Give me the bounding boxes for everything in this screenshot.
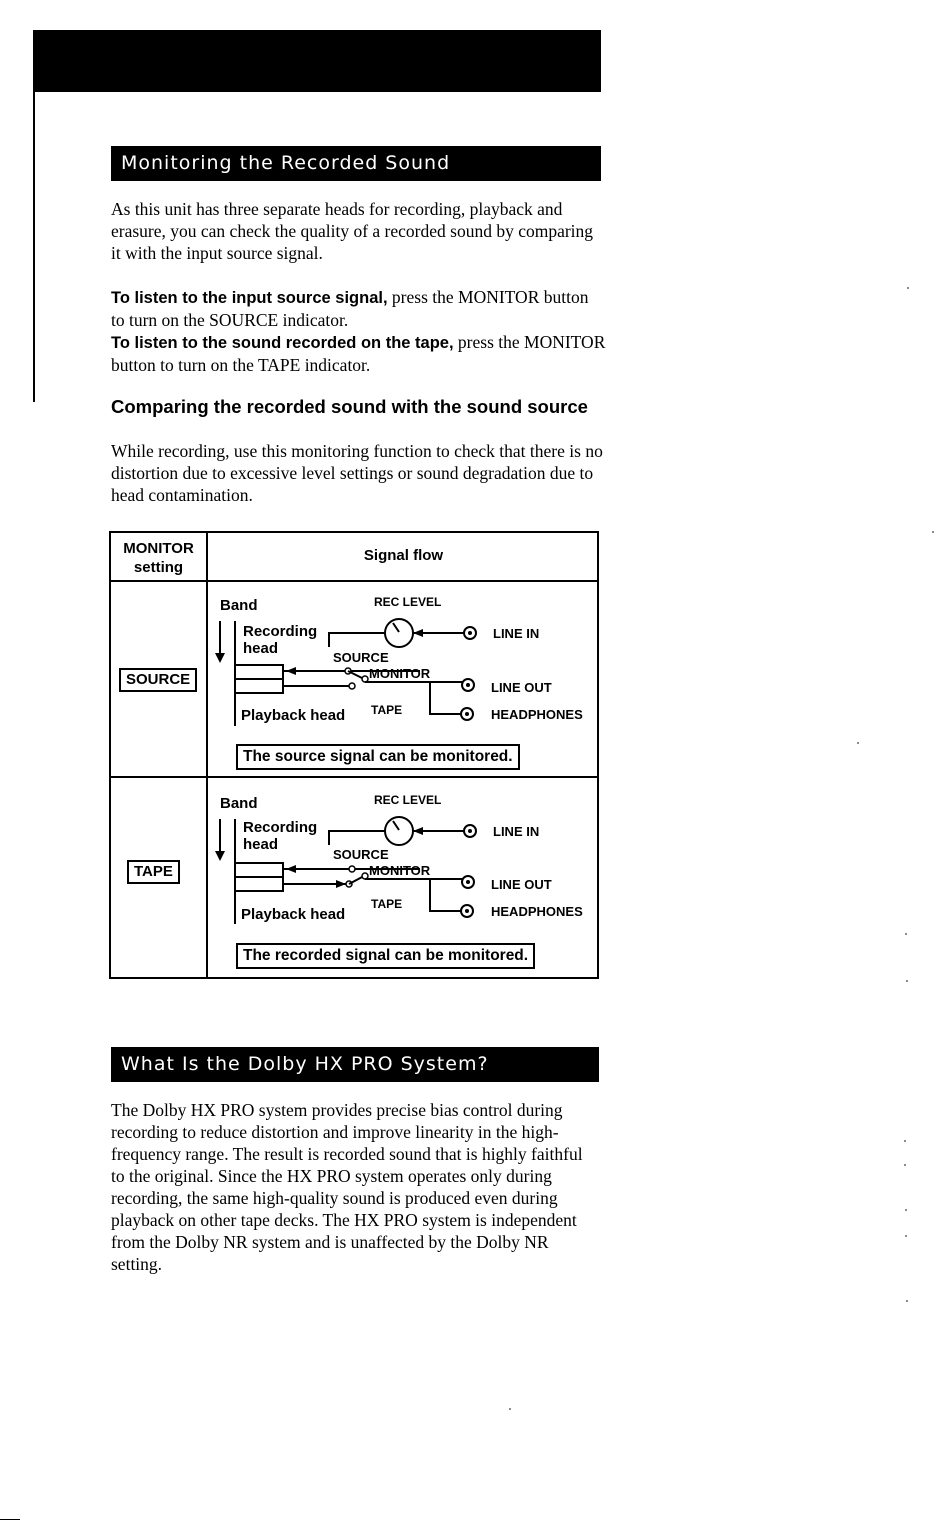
line-in-arrowhead [413,629,423,637]
recording-head-label-1: Recording [243,623,318,640]
line-in-label: LINE IN [493,626,540,641]
comparing-subheading: Comparing the recorded sound with the sound source [111,396,588,417]
tape-lead: To listen to the sound recorded on the tape, [111,334,454,352]
source-signal-flow-diagram [208,581,599,731]
tape-setting-label: TAPE [127,860,180,884]
monitor-signal-table [109,531,599,979]
band-arrowhead [215,851,225,861]
tape-label: TAPE [371,703,403,717]
input-wire [329,831,385,845]
top-black-band [35,30,601,92]
tape-label: TAPE [371,897,403,911]
input-wire [329,633,385,647]
dolby-paragraph: The Dolby HX PRO system provides precise bias control during recording to reduce distortion and improve linearity in the high-frequency range. The result is recorded sound that is highly faithful to the original. Since the HX PRO system operates only during recording, the same high-quality sound is produced even during playback on other tape decks. The HX PRO system is independent from the Dolby NR system and is unaffected by the Dolby NR setting. [111,1100,583,1274]
knob-indicator [393,623,399,632]
line-out-label: LINE OUT [491,680,552,695]
headphones-label: HEADPHONES [491,904,583,919]
headphones-wire [430,879,461,911]
headphones-wire [430,682,461,714]
line-out-label: LINE OUT [491,877,552,892]
left-margin-rule [33,30,35,402]
monitor-label: MONITOR [369,863,431,878]
line-in-label: LINE IN [493,824,540,839]
playback-head-label: Playback head [241,906,346,923]
rec-level-label: REC LEVEL [374,595,442,609]
source-setting-label: SOURCE [119,668,197,692]
tape-rest: press the MONITOR button to turn on the TAPE indicator. [111,332,606,375]
table-row-divider [111,776,597,778]
knob-indicator [393,821,399,830]
line-in-arrowhead [413,827,423,835]
tape-signal-flow-diagram [208,779,599,929]
tape-caption: The recorded signal can be monitored. [236,943,535,969]
rec-level-knob [385,619,413,647]
recording-head-label-1: Recording [243,819,318,836]
source-rest: press the MONITOR button to turn on the SOURCE indicator. [111,287,589,330]
page-corner-mark [0,1519,20,1520]
source-label: SOURCE [333,650,389,665]
headphones-label: HEADPHONES [491,707,583,722]
source-label: SOURCE [333,847,389,862]
recording-head-label-2: head [243,836,279,853]
source-lead: To listen to the input source signal, [111,289,388,307]
signal-flow-header: Signal flow [363,547,444,564]
listen-instructions [111,286,606,376]
band-label: Band [220,795,258,812]
monitor-setting-header: MONITOR setting [123,540,194,576]
source-caption: The source signal can be monitored. [236,744,520,770]
monitor-label: MONITOR [369,666,431,681]
rec-level-knob [385,817,413,845]
recording-head-label-2: head [243,640,279,657]
section-heading-dolby: What Is the Dolby HX PRO System? [111,1047,599,1082]
section-heading-monitoring: Monitoring the Recorded Sound [111,146,601,181]
band-label: Band [220,597,258,614]
comparing-paragraph: While recording, use this monitoring function to check that there is no distortion due to excessive level settings or sound degradation due to head contamination. [111,441,603,505]
intro-paragraph: As this unit has three separate heads for recording, playback and erasure, you can check the quality of a recorded sound by comparing it with the input source signal. [111,199,594,263]
band-arrowhead [215,653,225,663]
rec-level-label: REC LEVEL [374,793,442,807]
playback-head-label: Playback head [241,707,346,724]
